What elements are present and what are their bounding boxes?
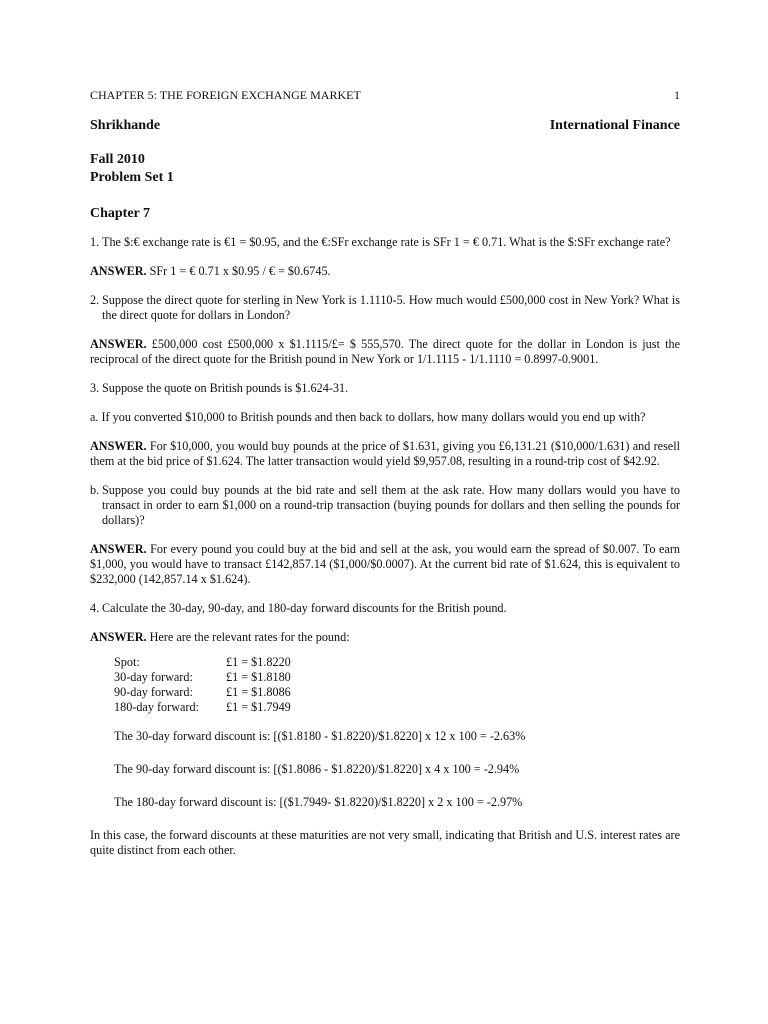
rate-value: £1 = $1.8086 <box>226 685 291 699</box>
answer-text: For every pound you could buy at the bid and sell at the ask, you would earn the spread of $0.007. To earn $1,000, you would have to transact £142,857.14 ($1,000/$0.0007). At the current bid rate of $1.624, this is equivalent to $232,000 (142,857.14 x $1.624). <box>90 542 680 586</box>
rate-label: 90-day forward: <box>114 685 193 699</box>
rate-row <box>114 670 680 685</box>
question-text: The $:€ exchange rate is €1 = $0.95, and the €:SFr exchange rate is SFr 1 = € 0.71. What is the $:SFr exchange rate? <box>102 235 671 249</box>
answer-label: ANSWER. <box>90 337 147 351</box>
question-number: b. <box>90 483 100 497</box>
term: Fall 2010 <box>90 152 145 167</box>
rate-row <box>114 685 680 700</box>
answer-3b <box>90 542 680 587</box>
term-block <box>90 151 680 187</box>
question-2 <box>90 293 680 323</box>
problem-set-title: Problem Set 1 <box>90 170 174 185</box>
author-course-row <box>90 118 680 133</box>
question-4 <box>90 601 680 616</box>
rate-label: 180-day forward: <box>114 700 199 714</box>
rates-table <box>114 655 680 715</box>
rate-row <box>114 655 680 670</box>
answer-3a <box>90 439 680 469</box>
rate-value: £1 = $1.8220 <box>226 655 291 669</box>
answer-label: ANSWER. <box>90 630 147 644</box>
question-text: Suppose the direct quote for sterling in New York is 1.1110-5. How much would £500,000 cost in New York? What is the direct quote for dollars in London? <box>102 293 680 322</box>
answer-text: £500,000 cost £500,000 x $1.1115/£= $ 555,570. The direct quote for the dollar in London is just the reciprocal of the direct quote for the British pound in New York or 1/1.1115 - 1/1.1110 = 0.8997-0.9001. <box>90 337 680 366</box>
running-header <box>90 88 680 103</box>
answer-label: ANSWER. <box>90 264 147 278</box>
answer-text: SFr 1 = € 0.71 x $0.95 / € = $0.6745. <box>146 264 331 278</box>
calc-180-day: The 180-day forward discount is: [($1.7949- $1.8220)/$1.8220] x 2 x 100 = -2.97% <box>114 795 523 809</box>
answer-2 <box>90 337 680 367</box>
answer-1 <box>90 264 680 279</box>
question-text: Suppose the quote on British pounds is $1.624-31. <box>102 381 349 395</box>
answer-label: ANSWER. <box>90 542 147 556</box>
question-3a: a. If you converted $10,000 to British pounds and then back to dollars, how many dollars would you end up with? <box>90 410 646 424</box>
question-3 <box>90 381 680 396</box>
answer-4 <box>90 630 680 645</box>
author-name: Shrikhande <box>90 118 161 133</box>
calc-30-day: The 30-day forward discount is: [($1.8180 - $1.8220)/$1.8220] x 12 x 100 = -2.63% <box>114 729 526 743</box>
rate-value: £1 = $1.7949 <box>226 700 291 714</box>
answer-text: Here are the relevant rates for the pound: <box>146 630 350 644</box>
rate-value: £1 = $1.8180 <box>226 670 291 684</box>
document-page <box>90 88 680 858</box>
question-number: 1. <box>90 235 100 249</box>
calc-90-day: The 90-day forward discount is: [($1.8086 - $1.8220)/$1.8220] x 4 x 100 = -2.94% <box>114 762 520 776</box>
rate-label: 30-day forward: <box>114 670 193 684</box>
question-number: 3. <box>90 381 100 395</box>
rate-row <box>114 700 680 715</box>
question-number: 4. <box>90 601 100 615</box>
question-text: Calculate the 30-day, 90-day, and 180-day forward discounts for the British pound. <box>102 601 507 615</box>
answer-text: For $10,000, you would buy pounds at the price of $1.631, giving you £6,131.21 ($10,000/1.631) and resell them at the bid price of $1.624. The latter transaction would yield $9,957.08, resulting in a round-trip cost of $42.92. <box>90 439 680 468</box>
question-text: Suppose you could buy pounds at the bid rate and sell them at the ask rate. How many dollars would you have to transact in order to earn $1,000 on a round-trip transaction (buying pounds for dollars and then selling the pounds for dollars)? <box>102 483 680 527</box>
question-number: 2. <box>90 293 100 307</box>
answer-label: ANSWER. <box>90 439 147 453</box>
chapter-title: CHAPTER 5: THE FOREIGN EXCHANGE MARKET <box>90 88 361 102</box>
rate-label: Spot: <box>114 655 140 669</box>
question-1 <box>90 235 680 250</box>
conclusion-paragraph: In this case, the forward discounts at these maturities are not very small, indicating that British and U.S. interest rates are quite distinct from each other. <box>90 828 680 857</box>
course-name: International Finance <box>549 118 680 133</box>
chapter-heading: Chapter 7 <box>90 206 151 221</box>
question-3b <box>90 483 680 528</box>
page-number: 1 <box>674 88 680 102</box>
